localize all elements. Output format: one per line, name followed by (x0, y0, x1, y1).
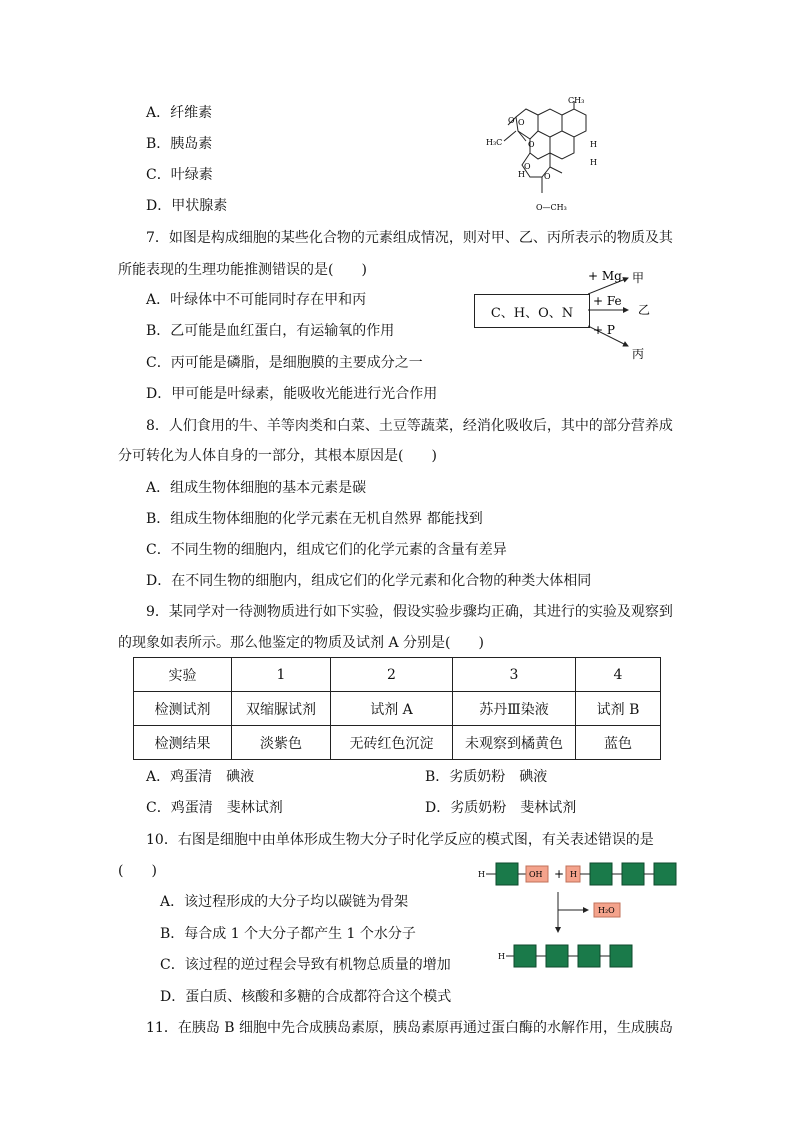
monomer-block (546, 945, 568, 967)
q10-stem-line2: ( ) (118, 863, 157, 879)
q8-option-c: C．不同生物的细胞内，组成它们的化学元素的含量有差异 (146, 542, 507, 558)
h-bottom-label: H (498, 952, 505, 961)
monomer-block (610, 945, 632, 967)
q7-option-d: D．甲可能是叶绿素，能吸收光能进行光合作用 (146, 386, 438, 402)
yi-label: 乙 (638, 303, 651, 317)
q10-option-b: B．每合成 1 个大分子都产生 1 个水分子 (160, 926, 416, 942)
q6-option-b: B．胰岛素 (146, 136, 213, 152)
q10-stem-line1: 10．右图是细胞中由单体形成生物大分子时化学反应的模式图，有关表述错误的是 (146, 832, 654, 848)
q8-option-d: D．在不同生物的细胞内，组成它们的化学元素和化合物的种类大体相同 (146, 573, 592, 589)
bing-label: 丙 (632, 347, 645, 361)
table-cell: 蓝色 (576, 726, 661, 760)
plus-sign: + (554, 867, 565, 881)
h-mid-label: H (570, 870, 577, 879)
h-left-label: H (478, 870, 485, 879)
q11-stem-line1: 11．在胰岛 B 细胞中先合成胰岛素原，胰岛素原再通过蛋白酶的水解作用，生成胰岛 (146, 1020, 674, 1036)
table-row (134, 658, 661, 692)
q8-stem-line2: 分可转化为人体自身的一部分，其根本原因是( ) (118, 448, 437, 464)
table-cell: 3 (453, 658, 576, 692)
svg-text:O: O (528, 140, 535, 149)
q9-stem-line1: 9．某同学对一待测物质进行如下实验，假设实验步骤均正确，其进行的实验及观察到 (146, 604, 673, 620)
table-cell: 双缩脲试剂 (232, 692, 331, 726)
monomer-block (622, 863, 644, 885)
q6-option-c: C．叶绿素 (146, 167, 213, 183)
table-cell: 试剂 B (576, 692, 661, 726)
q9-option-b: B．劣质奶粉 碘液 (425, 769, 548, 785)
q7-option-c: C．丙可能是磷脂，是细胞膜的主要成分之一 (146, 355, 423, 371)
table-row (134, 726, 661, 760)
table-cell: 2 (331, 658, 453, 692)
table-cell: 4 (576, 658, 661, 692)
q8-option-b: B．组成生物体细胞的化学元素在无机自然界 都能找到 (146, 511, 483, 527)
q9-option-a: A．鸡蛋清 碘液 (146, 769, 255, 785)
monomer-block (578, 945, 600, 967)
element-box: C、H、O、N (474, 294, 590, 328)
fe-label: + Fe (593, 294, 622, 308)
monomer-block (590, 863, 612, 885)
q9-option-c: C．鸡蛋清 斐林试剂 (146, 800, 283, 816)
q9-stem-line2: 的现象如表所示。那么他鉴定的物质及试剂 A 分别是( ) (118, 635, 484, 651)
monomer-block (654, 863, 676, 885)
table-cell: 未观察到橘黄色 (453, 726, 576, 760)
table-cell: 苏丹Ⅲ染液 (453, 692, 576, 726)
och3-label: O—CH₃ (536, 203, 567, 212)
table-cell: 检测结果 (134, 726, 232, 760)
q7-stem-line1: 7．如图是构成细胞的某些化合物的元素组成情况，则对甲、乙、丙所表示的物质及其 (146, 230, 673, 246)
svg-text:O: O (524, 162, 531, 171)
oh-label: OH (529, 870, 543, 879)
h-label-3: H (518, 170, 525, 179)
q9-option-d: D．劣质奶粉 斐林试剂 (425, 800, 577, 816)
table-cell: 试剂 A (331, 692, 453, 726)
svg-text:O: O (544, 172, 551, 181)
mg-label: + Mg (588, 269, 622, 283)
q6-option-d: D．甲状腺素 (146, 198, 228, 214)
table-cell: 检测试剂 (134, 692, 232, 726)
water-label: H₂O (598, 906, 615, 915)
q6-option-a: A．纤维素 (146, 105, 213, 121)
q8-stem-line1: 8．人们食用的牛、羊等肉类和白菜、土豆等蔬菜，经消化吸收后，其中的部分营养成 (146, 418, 673, 434)
table-cell: 无砖红色沉淀 (331, 726, 453, 760)
table-cell: 实验 (134, 658, 232, 692)
h3c-label: H₃C (486, 138, 503, 147)
q10-option-c: C．该过程的逆过程会导致有机物总质量的增加 (160, 957, 451, 973)
polymerization-diagram (474, 858, 684, 973)
h-label-1: H (590, 140, 597, 149)
monomer-block (514, 945, 536, 967)
table-cell: 淡紫色 (232, 726, 331, 760)
q7-stem-line2: 所能表现的生理功能推测错误的是( ) (118, 262, 367, 278)
experiment-table (133, 657, 661, 760)
monomer-block (496, 863, 518, 885)
table-row (134, 692, 661, 726)
jia-label: 甲 (632, 271, 645, 285)
h-label-2: H (590, 158, 597, 167)
p-label: + P (593, 323, 615, 337)
element-arrows-diagram (588, 262, 658, 362)
ch3-label-top: CH₃ (568, 96, 585, 105)
q8-option-a: A．组成生物体细胞的基本元素是碳 (146, 480, 367, 496)
q7-option-a: A．叶绿体中不可能同时存在甲和丙 (146, 292, 367, 308)
q10-option-d: D．蛋白质、核酸和多糖的合成都符合这个模式 (160, 989, 452, 1005)
q10-option-a: A．该过程形成的大分子均以碳链为骨架 (160, 894, 409, 910)
artemisinin-structure (478, 95, 608, 220)
q7-option-b: B．乙可能是血红蛋白，有运输氧的作用 (146, 323, 395, 339)
svg-text:O: O (518, 118, 525, 127)
svg-text:O: O (508, 116, 515, 125)
table-cell: 1 (232, 658, 331, 692)
